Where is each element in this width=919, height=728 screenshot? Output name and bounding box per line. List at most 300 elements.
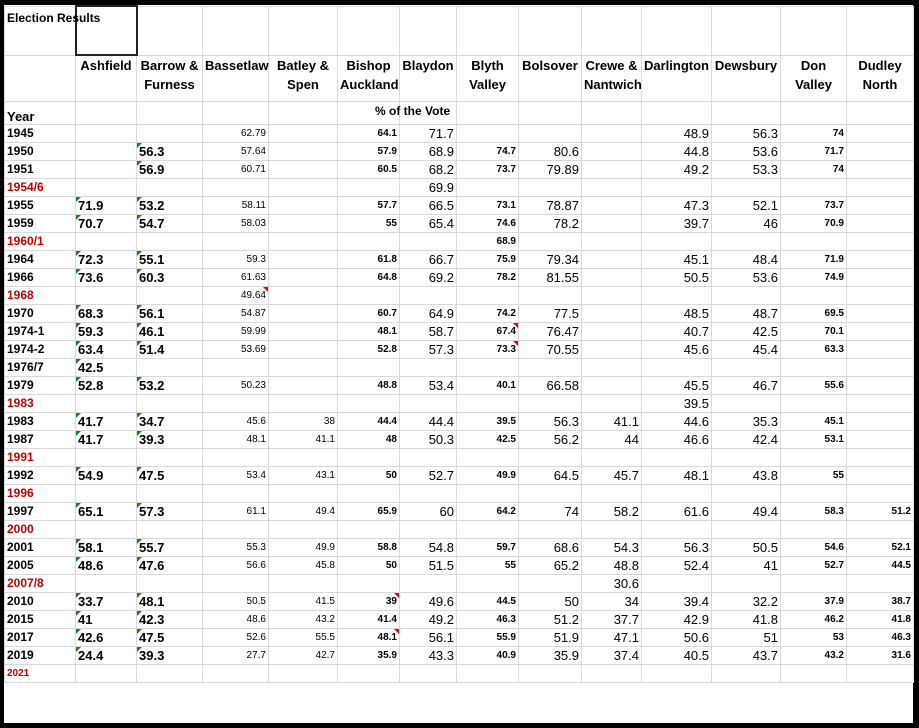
value-cell[interactable] (847, 268, 914, 286)
value-cell[interactable] (137, 520, 203, 538)
value-cell[interactable]: 47.3 (642, 196, 712, 214)
value-cell[interactable]: 71.9 (781, 250, 847, 268)
value-cell[interactable]: 41.1 (269, 430, 338, 448)
value-cell[interactable]: 40.7 (642, 322, 712, 340)
value-cell[interactable] (582, 448, 642, 466)
empty-cell[interactable] (203, 101, 269, 124)
value-cell[interactable]: 55.6 (781, 376, 847, 394)
value-cell[interactable]: 43.2 (781, 646, 847, 664)
value-cell[interactable]: 48.6 (203, 610, 269, 628)
value-cell[interactable]: 48.1 (338, 628, 400, 646)
year-cell[interactable]: 1991 (5, 448, 76, 466)
value-cell[interactable] (269, 178, 338, 196)
value-cell[interactable]: 33.7 (76, 592, 137, 610)
value-cell[interactable]: 42.6 (76, 628, 137, 646)
year-cell[interactable]: 2021 (5, 664, 76, 682)
empty-cell[interactable] (457, 6, 519, 55)
value-cell[interactable]: 59.3 (203, 250, 269, 268)
empty-cell[interactable] (519, 101, 582, 124)
value-cell[interactable] (582, 340, 642, 358)
value-cell[interactable]: 49.64 (203, 286, 269, 304)
year-cell[interactable]: 1976/7 (5, 358, 76, 376)
value-cell[interactable]: 45.4 (712, 340, 781, 358)
value-cell[interactable]: 57.7 (338, 196, 400, 214)
value-cell[interactable] (582, 124, 642, 142)
value-cell[interactable]: 74.9 (781, 268, 847, 286)
value-cell[interactable]: 75.9 (457, 250, 519, 268)
value-cell[interactable]: 60.5 (338, 160, 400, 178)
header-blaydon[interactable]: Blaydon (400, 55, 457, 101)
value-cell[interactable] (338, 178, 400, 196)
value-cell[interactable]: 39.5 (457, 412, 519, 430)
value-cell[interactable] (847, 466, 914, 484)
value-cell[interactable] (76, 142, 137, 160)
empty-cell[interactable] (781, 101, 847, 124)
value-cell[interactable]: 60.71 (203, 160, 269, 178)
value-cell[interactable] (519, 286, 582, 304)
value-cell[interactable] (847, 394, 914, 412)
value-cell[interactable]: 65.9 (338, 502, 400, 520)
value-cell[interactable] (781, 232, 847, 250)
value-cell[interactable] (642, 574, 712, 592)
value-cell[interactable]: 55.1 (137, 250, 203, 268)
value-cell[interactable] (519, 178, 582, 196)
year-cell[interactable]: 2019 (5, 646, 76, 664)
value-cell[interactable] (137, 394, 203, 412)
value-cell[interactable]: 70.1 (781, 322, 847, 340)
selected-cell[interactable] (76, 6, 137, 55)
value-cell[interactable] (847, 520, 914, 538)
value-cell[interactable]: 58.3 (781, 502, 847, 520)
value-cell[interactable]: 52.7 (400, 466, 457, 484)
value-cell[interactable]: 51.4 (137, 340, 203, 358)
value-cell[interactable] (582, 178, 642, 196)
value-cell[interactable] (847, 358, 914, 376)
value-cell[interactable] (642, 448, 712, 466)
value-cell[interactable]: 61.1 (203, 502, 269, 520)
value-cell[interactable] (582, 304, 642, 322)
value-cell[interactable]: 45.1 (642, 250, 712, 268)
value-cell[interactable]: 50.5 (203, 592, 269, 610)
value-cell[interactable]: 70.7 (76, 214, 137, 232)
value-cell[interactable] (519, 232, 582, 250)
value-cell[interactable]: 41 (712, 556, 781, 574)
value-cell[interactable]: 46.7 (712, 376, 781, 394)
value-cell[interactable]: 54.8 (400, 538, 457, 556)
value-cell[interactable]: 37.7 (582, 610, 642, 628)
value-cell[interactable] (269, 664, 338, 682)
value-cell[interactable] (642, 664, 712, 682)
value-cell[interactable] (457, 358, 519, 376)
value-cell[interactable]: 53.3 (712, 160, 781, 178)
value-cell[interactable]: 55.7 (137, 538, 203, 556)
value-cell[interactable] (847, 664, 914, 682)
empty-cell[interactable] (338, 6, 400, 55)
empty-cell[interactable] (781, 6, 847, 55)
header-bolsover[interactable]: Bolsover (519, 55, 582, 101)
year-cell[interactable]: 1966 (5, 268, 76, 286)
year-cell[interactable]: 1955 (5, 196, 76, 214)
value-cell[interactable] (269, 340, 338, 358)
value-cell[interactable]: 46.3 (847, 628, 914, 646)
year-cell[interactable]: 1968 (5, 286, 76, 304)
year-cell[interactable]: 2015 (5, 610, 76, 628)
value-cell[interactable]: 47.5 (137, 466, 203, 484)
value-cell[interactable]: 42.3 (137, 610, 203, 628)
value-cell[interactable]: 53.2 (137, 376, 203, 394)
value-cell[interactable]: 53 (781, 628, 847, 646)
value-cell[interactable] (712, 394, 781, 412)
value-cell[interactable]: 58.11 (203, 196, 269, 214)
year-cell[interactable]: 1950 (5, 142, 76, 160)
year-cell[interactable]: 1964 (5, 250, 76, 268)
value-cell[interactable] (203, 178, 269, 196)
value-cell[interactable]: 45.6 (642, 340, 712, 358)
value-cell[interactable] (203, 358, 269, 376)
value-cell[interactable] (203, 448, 269, 466)
value-cell[interactable]: 49.4 (269, 502, 338, 520)
value-cell[interactable]: 52.8 (338, 340, 400, 358)
value-cell[interactable] (76, 124, 137, 142)
value-cell[interactable]: 41.7 (76, 430, 137, 448)
value-cell[interactable]: 74.2 (457, 304, 519, 322)
value-cell[interactable]: 70.55 (519, 340, 582, 358)
value-cell[interactable] (269, 574, 338, 592)
value-cell[interactable]: 55 (457, 556, 519, 574)
value-cell[interactable] (76, 664, 137, 682)
value-cell[interactable]: 74.6 (457, 214, 519, 232)
value-cell[interactable]: 46.2 (781, 610, 847, 628)
value-cell[interactable] (269, 322, 338, 340)
value-cell[interactable] (642, 286, 712, 304)
value-cell[interactable] (76, 160, 137, 178)
year-cell[interactable]: 1996 (5, 484, 76, 502)
year-cell[interactable]: 1979 (5, 376, 76, 394)
value-cell[interactable]: 41.5 (269, 592, 338, 610)
value-cell[interactable] (582, 142, 642, 160)
value-cell[interactable]: 38 (269, 412, 338, 430)
value-cell[interactable]: 42.5 (457, 430, 519, 448)
value-cell[interactable]: 56.3 (519, 412, 582, 430)
value-cell[interactable]: 57.64 (203, 142, 269, 160)
value-cell[interactable] (847, 340, 914, 358)
value-cell[interactable]: 54.87 (203, 304, 269, 322)
value-cell[interactable] (582, 250, 642, 268)
value-cell[interactable] (76, 448, 137, 466)
value-cell[interactable] (137, 358, 203, 376)
value-cell[interactable] (269, 520, 338, 538)
value-cell[interactable] (137, 574, 203, 592)
value-cell[interactable] (457, 520, 519, 538)
value-cell[interactable]: 24.4 (76, 646, 137, 664)
value-cell[interactable] (847, 412, 914, 430)
value-cell[interactable]: 74 (519, 502, 582, 520)
value-cell[interactable]: 57.9 (338, 142, 400, 160)
value-cell[interactable]: 73.7 (457, 160, 519, 178)
year-cell[interactable]: 1960/1 (5, 232, 76, 250)
value-cell[interactable]: 53.6 (712, 268, 781, 286)
value-cell[interactable] (400, 394, 457, 412)
value-cell[interactable]: 64.1 (338, 124, 400, 142)
value-cell[interactable] (269, 196, 338, 214)
sheet-title-cell[interactable]: Election Results (5, 6, 76, 55)
header-dudley-north[interactable]: Dudley North (847, 55, 914, 101)
value-cell[interactable] (519, 520, 582, 538)
empty-cell[interactable] (76, 101, 137, 124)
value-cell[interactable]: 48.9 (642, 124, 712, 142)
value-cell[interactable]: 52.6 (203, 628, 269, 646)
value-cell[interactable] (847, 304, 914, 322)
year-cell[interactable]: 1983 (5, 394, 76, 412)
value-cell[interactable]: 79.34 (519, 250, 582, 268)
year-cell[interactable]: 2010 (5, 592, 76, 610)
value-cell[interactable]: 42.9 (642, 610, 712, 628)
empty-cell[interactable] (400, 6, 457, 55)
value-cell[interactable]: 35.9 (338, 646, 400, 664)
value-cell[interactable] (137, 448, 203, 466)
value-cell[interactable]: 38.7 (847, 592, 914, 610)
value-cell[interactable]: 65.2 (519, 556, 582, 574)
value-cell[interactable]: 31.6 (847, 646, 914, 664)
header-crewe-nantwich[interactable]: Crewe & Nantwich (582, 55, 642, 101)
value-cell[interactable]: 53.4 (400, 376, 457, 394)
value-cell[interactable]: 48.8 (338, 376, 400, 394)
year-cell[interactable]: 2000 (5, 520, 76, 538)
value-cell[interactable]: 58.7 (400, 322, 457, 340)
value-cell[interactable] (712, 358, 781, 376)
value-cell[interactable] (457, 484, 519, 502)
value-cell[interactable] (338, 232, 400, 250)
value-cell[interactable] (847, 376, 914, 394)
value-cell[interactable] (712, 484, 781, 502)
value-cell[interactable]: 57.3 (137, 502, 203, 520)
value-cell[interactable] (642, 232, 712, 250)
value-cell[interactable] (76, 178, 137, 196)
year-cell[interactable]: 1959 (5, 214, 76, 232)
value-cell[interactable] (847, 286, 914, 304)
value-cell[interactable]: 53.69 (203, 340, 269, 358)
year-cell[interactable]: 1983 (5, 412, 76, 430)
value-cell[interactable]: 41.4 (338, 610, 400, 628)
value-cell[interactable] (847, 142, 914, 160)
value-cell[interactable]: 45.6 (203, 412, 269, 430)
value-cell[interactable] (338, 520, 400, 538)
value-cell[interactable]: 59.7 (457, 538, 519, 556)
value-cell[interactable]: 49.2 (400, 610, 457, 628)
year-cell[interactable]: 1987 (5, 430, 76, 448)
value-cell[interactable]: 53.4 (203, 466, 269, 484)
value-cell[interactable] (400, 574, 457, 592)
value-cell[interactable] (269, 250, 338, 268)
value-cell[interactable]: 39.3 (137, 646, 203, 664)
year-cell[interactable]: 1951 (5, 160, 76, 178)
empty-cell[interactable] (519, 6, 582, 55)
value-cell[interactable] (847, 178, 914, 196)
value-cell[interactable]: 77.5 (519, 304, 582, 322)
value-cell[interactable]: 39.4 (642, 592, 712, 610)
value-cell[interactable]: 39.7 (642, 214, 712, 232)
value-cell[interactable] (519, 484, 582, 502)
year-label[interactable]: Year (5, 101, 76, 124)
value-cell[interactable]: 48.5 (642, 304, 712, 322)
value-cell[interactable]: 51.2 (519, 610, 582, 628)
header-don-valley[interactable]: Don Valley (781, 55, 847, 101)
value-cell[interactable]: 51.2 (847, 502, 914, 520)
value-cell[interactable]: 66.58 (519, 376, 582, 394)
value-cell[interactable]: 58.03 (203, 214, 269, 232)
value-cell[interactable]: 50.5 (712, 538, 781, 556)
value-cell[interactable]: 50.6 (642, 628, 712, 646)
year-cell[interactable]: 1970 (5, 304, 76, 322)
value-cell[interactable]: 45.8 (269, 556, 338, 574)
year-cell[interactable]: 2007/8 (5, 574, 76, 592)
value-cell[interactable] (400, 286, 457, 304)
value-cell[interactable]: 48.8 (582, 556, 642, 574)
empty-cell[interactable] (269, 6, 338, 55)
header-barrow-furness[interactable]: Barrow & Furness (137, 55, 203, 101)
value-cell[interactable]: 60.7 (338, 304, 400, 322)
value-cell[interactable] (847, 250, 914, 268)
value-cell[interactable]: 63.4 (76, 340, 137, 358)
value-cell[interactable]: 52.1 (712, 196, 781, 214)
value-cell[interactable]: 47.5 (137, 628, 203, 646)
value-cell[interactable]: 70.9 (781, 214, 847, 232)
value-cell[interactable]: 68.6 (519, 538, 582, 556)
value-cell[interactable]: 68.3 (76, 304, 137, 322)
year-cell[interactable]: 2017 (5, 628, 76, 646)
value-cell[interactable]: 46.6 (642, 430, 712, 448)
value-cell[interactable]: 54.3 (582, 538, 642, 556)
value-cell[interactable]: 80.6 (519, 142, 582, 160)
value-cell[interactable]: 35.3 (712, 412, 781, 430)
value-cell[interactable]: 49.9 (269, 538, 338, 556)
value-cell[interactable] (712, 664, 781, 682)
value-cell[interactable] (847, 484, 914, 502)
value-cell[interactable] (137, 232, 203, 250)
year-cell[interactable]: 1974-2 (5, 340, 76, 358)
value-cell[interactable] (137, 664, 203, 682)
value-cell[interactable]: 44.6 (642, 412, 712, 430)
value-cell[interactable]: 55.5 (269, 628, 338, 646)
value-cell[interactable]: 43.3 (400, 646, 457, 664)
value-cell[interactable]: 30.6 (582, 574, 642, 592)
value-cell[interactable]: 43.8 (712, 466, 781, 484)
value-cell[interactable]: 44 (582, 430, 642, 448)
value-cell[interactable]: 47.6 (137, 556, 203, 574)
value-cell[interactable] (76, 232, 137, 250)
value-cell[interactable] (400, 484, 457, 502)
value-cell[interactable]: 46 (712, 214, 781, 232)
value-cell[interactable] (847, 214, 914, 232)
value-cell[interactable]: 37.4 (582, 646, 642, 664)
value-cell[interactable]: 54.6 (781, 538, 847, 556)
value-cell[interactable] (582, 322, 642, 340)
value-cell[interactable]: 58.8 (338, 538, 400, 556)
value-cell[interactable]: 69.9 (400, 178, 457, 196)
value-cell[interactable]: 62.79 (203, 124, 269, 142)
value-cell[interactable]: 35.9 (519, 646, 582, 664)
value-cell[interactable]: 64.9 (400, 304, 457, 322)
value-cell[interactable]: 72.3 (76, 250, 137, 268)
empty-cell[interactable] (137, 6, 203, 55)
value-cell[interactable] (269, 484, 338, 502)
value-cell[interactable] (582, 394, 642, 412)
value-cell[interactable] (847, 322, 914, 340)
value-cell[interactable] (338, 394, 400, 412)
value-cell[interactable]: 78.87 (519, 196, 582, 214)
value-cell[interactable]: 44.5 (457, 592, 519, 610)
value-cell[interactable]: 42.5 (712, 322, 781, 340)
value-cell[interactable] (400, 664, 457, 682)
header-darlington[interactable]: Darlington (642, 55, 712, 101)
value-cell[interactable] (847, 430, 914, 448)
value-cell[interactable]: 53.6 (712, 142, 781, 160)
value-cell[interactable]: 53.2 (137, 196, 203, 214)
value-cell[interactable]: 39.5 (642, 394, 712, 412)
value-cell[interactable] (76, 520, 137, 538)
value-cell[interactable]: 48.1 (642, 466, 712, 484)
empty-cell[interactable] (712, 101, 781, 124)
value-cell[interactable] (269, 232, 338, 250)
value-cell[interactable]: 45.5 (642, 376, 712, 394)
value-cell[interactable]: 78.2 (457, 268, 519, 286)
empty-cell[interactable] (642, 101, 712, 124)
value-cell[interactable]: 48.1 (137, 592, 203, 610)
value-cell[interactable]: 43.2 (269, 610, 338, 628)
value-cell[interactable]: 40.1 (457, 376, 519, 394)
year-cell[interactable]: 1997 (5, 502, 76, 520)
value-cell[interactable] (457, 286, 519, 304)
value-cell[interactable]: 51.5 (400, 556, 457, 574)
value-cell[interactable]: 49.9 (457, 466, 519, 484)
value-cell[interactable] (781, 520, 847, 538)
value-cell[interactable]: 61.8 (338, 250, 400, 268)
value-cell[interactable]: 50.5 (642, 268, 712, 286)
value-cell[interactable] (457, 664, 519, 682)
value-cell[interactable]: 50.3 (400, 430, 457, 448)
value-cell[interactable]: 47.1 (582, 628, 642, 646)
value-cell[interactable]: 48.1 (338, 322, 400, 340)
value-cell[interactable]: 69.2 (400, 268, 457, 286)
value-cell[interactable]: 49.2 (642, 160, 712, 178)
value-cell[interactable]: 48.4 (712, 250, 781, 268)
value-cell[interactable]: 56.1 (400, 628, 457, 646)
value-cell[interactable] (712, 232, 781, 250)
value-cell[interactable] (269, 124, 338, 142)
header-batley-spen[interactable]: Batley & Spen (269, 55, 338, 101)
value-cell[interactable] (712, 286, 781, 304)
value-cell[interactable]: 61.6 (642, 502, 712, 520)
value-cell[interactable]: 63.3 (781, 340, 847, 358)
value-cell[interactable] (582, 484, 642, 502)
value-cell[interactable] (269, 268, 338, 286)
value-cell[interactable]: 41.8 (712, 610, 781, 628)
value-cell[interactable]: 74 (781, 160, 847, 178)
header-bassetlaw[interactable]: Bassetlaw (203, 55, 269, 101)
value-cell[interactable]: 48.1 (203, 430, 269, 448)
value-cell[interactable] (781, 178, 847, 196)
value-cell[interactable]: 39 (338, 592, 400, 610)
value-cell[interactable] (457, 574, 519, 592)
empty-cell[interactable] (5, 55, 76, 101)
value-cell[interactable] (269, 286, 338, 304)
value-cell[interactable]: 71.7 (781, 142, 847, 160)
value-cell[interactable]: 55.3 (203, 538, 269, 556)
value-cell[interactable]: 55 (338, 214, 400, 232)
value-cell[interactable]: 56.2 (519, 430, 582, 448)
value-cell[interactable] (269, 142, 338, 160)
value-cell[interactable] (203, 232, 269, 250)
